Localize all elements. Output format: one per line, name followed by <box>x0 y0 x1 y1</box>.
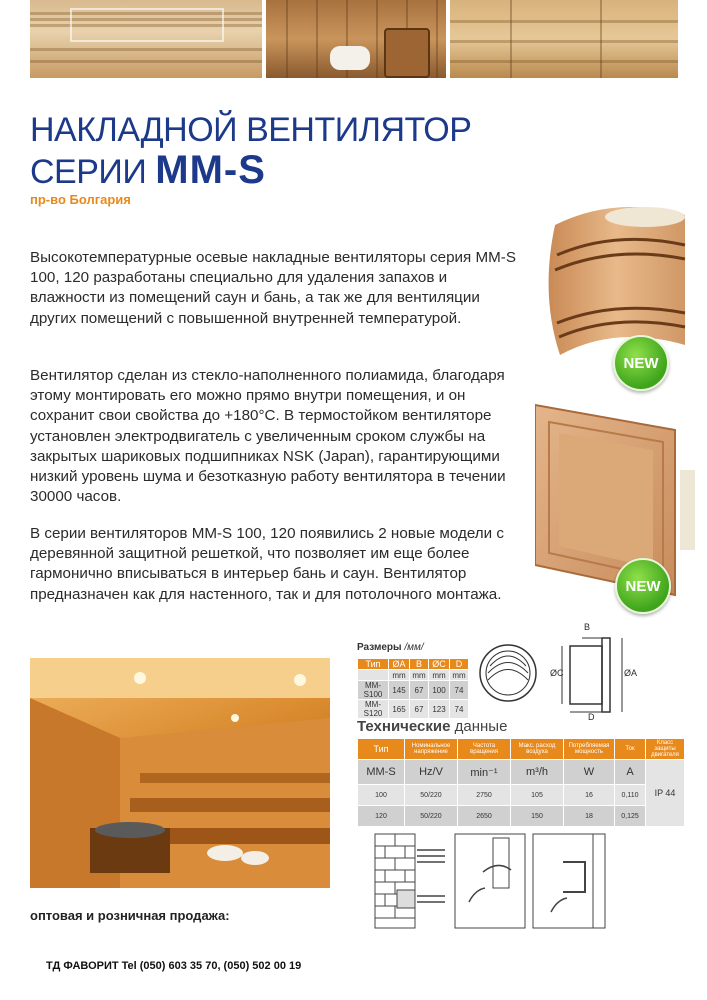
new-badge-1: NEW <box>613 335 669 391</box>
sizes-unit-cell <box>358 670 389 681</box>
sizes-header-cell: Тип <box>358 659 389 670</box>
tech-title-rest: данные <box>454 718 508 735</box>
sauna-interior-photo <box>30 658 330 888</box>
tech-units-row <box>358 760 685 785</box>
tech-header-cell: Класс защиты двигателя <box>646 739 685 760</box>
tech-cell: 18 <box>564 806 615 827</box>
tech-row <box>358 806 685 827</box>
paragraph-2: Вентилятор сделан из стекло-наполненного полиамида, благодаря этому монтировать его можно прямо внутри помещения, и он сохранит свои свойства до +180°C. В термостойком вентиляторе установлен электродвигатель с увеличенным сроком службы на закрытых шариковых подшипниках NSK (Japan), гарантирующими низкий уровень шума и безотказную работу вентилятора в течении 30000 часов. <box>30 367 506 506</box>
installation-diagram <box>373 832 613 932</box>
tech-cell: 50/220 <box>405 806 458 827</box>
tech-header-row <box>358 739 685 760</box>
label-b: B <box>584 622 591 632</box>
dimension-drawing <box>470 622 670 722</box>
title-line-2 <box>30 150 471 192</box>
tech-cell: 50/220 <box>405 785 458 806</box>
tech-protection-cell: IP 44 <box>646 760 685 827</box>
sizes-unit-cell: mm <box>410 670 429 681</box>
tech-header-cell: Тип <box>358 739 405 760</box>
label-c: ØC <box>550 668 564 678</box>
sizes-cell: 74 <box>450 681 469 700</box>
tech-cell: 105 <box>511 785 564 806</box>
tech-header-cell: Частота вращения <box>458 739 511 760</box>
tech-unit-cell: A <box>615 760 646 785</box>
product-image-square <box>535 400 695 600</box>
tech-header-cell: Макс. расход воздуха <box>511 739 564 760</box>
new-badge-2: NEW <box>615 558 671 614</box>
tech-unit-cell: m³/h <box>511 760 564 785</box>
sizes-header-row <box>358 659 469 670</box>
sizes-header-cell: D <box>450 659 469 670</box>
sizes-header-cell: B <box>410 659 429 670</box>
tech-cell: 0,110 <box>615 785 646 806</box>
sizes-cell: 74 <box>450 700 469 719</box>
wholesale-label: оптовая и розничная продажа: <box>30 908 230 923</box>
sizes-units-row <box>358 670 469 681</box>
sizes-cell: 100 <box>429 681 450 700</box>
sauna-photo-3 <box>450 0 678 78</box>
sizes-cell: 67 <box>410 700 429 719</box>
sizes-unit: /мм/ <box>404 642 424 653</box>
sizes-title <box>357 642 424 653</box>
contact-info: ТД ФАВОРИТ Tel (050) 603 35 70, (050) 502 00 19 <box>46 960 302 972</box>
tech-header-cell: Потребляемая мощность <box>564 739 615 760</box>
sizes-cell: 165 <box>389 700 410 719</box>
title-prefix: СЕРИИ <box>30 153 147 191</box>
tech-cell: 150 <box>511 806 564 827</box>
sizes-cell: 67 <box>410 681 429 700</box>
sizes-row <box>358 700 469 719</box>
tech-cell: 16 <box>564 785 615 806</box>
tech-cell: 2750 <box>458 785 511 806</box>
sizes-cell: MM-S120 <box>358 700 389 719</box>
paragraph-3: В серии вентиляторов MM-S 100, 120 появились 2 новые модели с деревянной защитной решеткой, что позволяет им еще более гармонично вписываться в интерьер бань и саун. Вентилятор предназначен как для настенного, так и для потолочного монтажа. <box>30 525 504 603</box>
tech-title <box>357 718 507 735</box>
tech-unit-cell: W <box>564 760 615 785</box>
label-d: D <box>588 712 595 722</box>
sizes-unit-cell: mm <box>429 670 450 681</box>
sizes-table <box>357 658 469 719</box>
sizes-cell: 123 <box>429 700 450 719</box>
page-title <box>30 110 471 192</box>
tech-table <box>357 738 685 827</box>
sizes-unit-cell: mm <box>389 670 410 681</box>
sauna-photo-2 <box>266 0 446 78</box>
tech-title-bold: Технические <box>357 718 451 735</box>
sizes-row <box>358 681 469 700</box>
tech-row <box>358 785 685 806</box>
tech-header-cell: Номинальное напряжение <box>405 739 458 760</box>
tech-unit-cell: min⁻¹ <box>458 760 511 785</box>
sizes-cell: 145 <box>389 681 410 700</box>
origin-label: пр-во Болгария <box>30 192 131 207</box>
sizes-header-cell: ØC <box>429 659 450 670</box>
sizes-title-text: Размеры <box>357 642 402 653</box>
brand-name: MM-S <box>155 148 266 192</box>
sizes-unit-cell: mm <box>450 670 469 681</box>
label-a: ØA <box>624 668 638 678</box>
tech-cell: 120 <box>358 806 405 827</box>
tech-cell: 100 <box>358 785 405 806</box>
tech-header-cell: Ток <box>615 739 646 760</box>
sauna-photo-1 <box>30 0 262 78</box>
paragraph-1: Высокотемпературные осевые накладные вентиляторы серия MM-S 100, 120 разработаны специально для удаления запахов и влажности из помещений саун и бань, а так же для вентиляции других помещений с повышенной внутренней температурой. <box>30 249 516 327</box>
sizes-header-cell: ØA <box>389 659 410 670</box>
tech-unit-cell: MM-S <box>358 760 405 785</box>
product-image-round <box>535 195 695 372</box>
sizes-cell: MM-S100 <box>358 681 389 700</box>
tech-cell: 0,125 <box>615 806 646 827</box>
tech-cell: 2650 <box>458 806 511 827</box>
tech-unit-cell: Hz/V <box>405 760 458 785</box>
title-line-1: НАКЛАДНОЙ ВЕНТИЛЯТОР <box>30 111 472 149</box>
